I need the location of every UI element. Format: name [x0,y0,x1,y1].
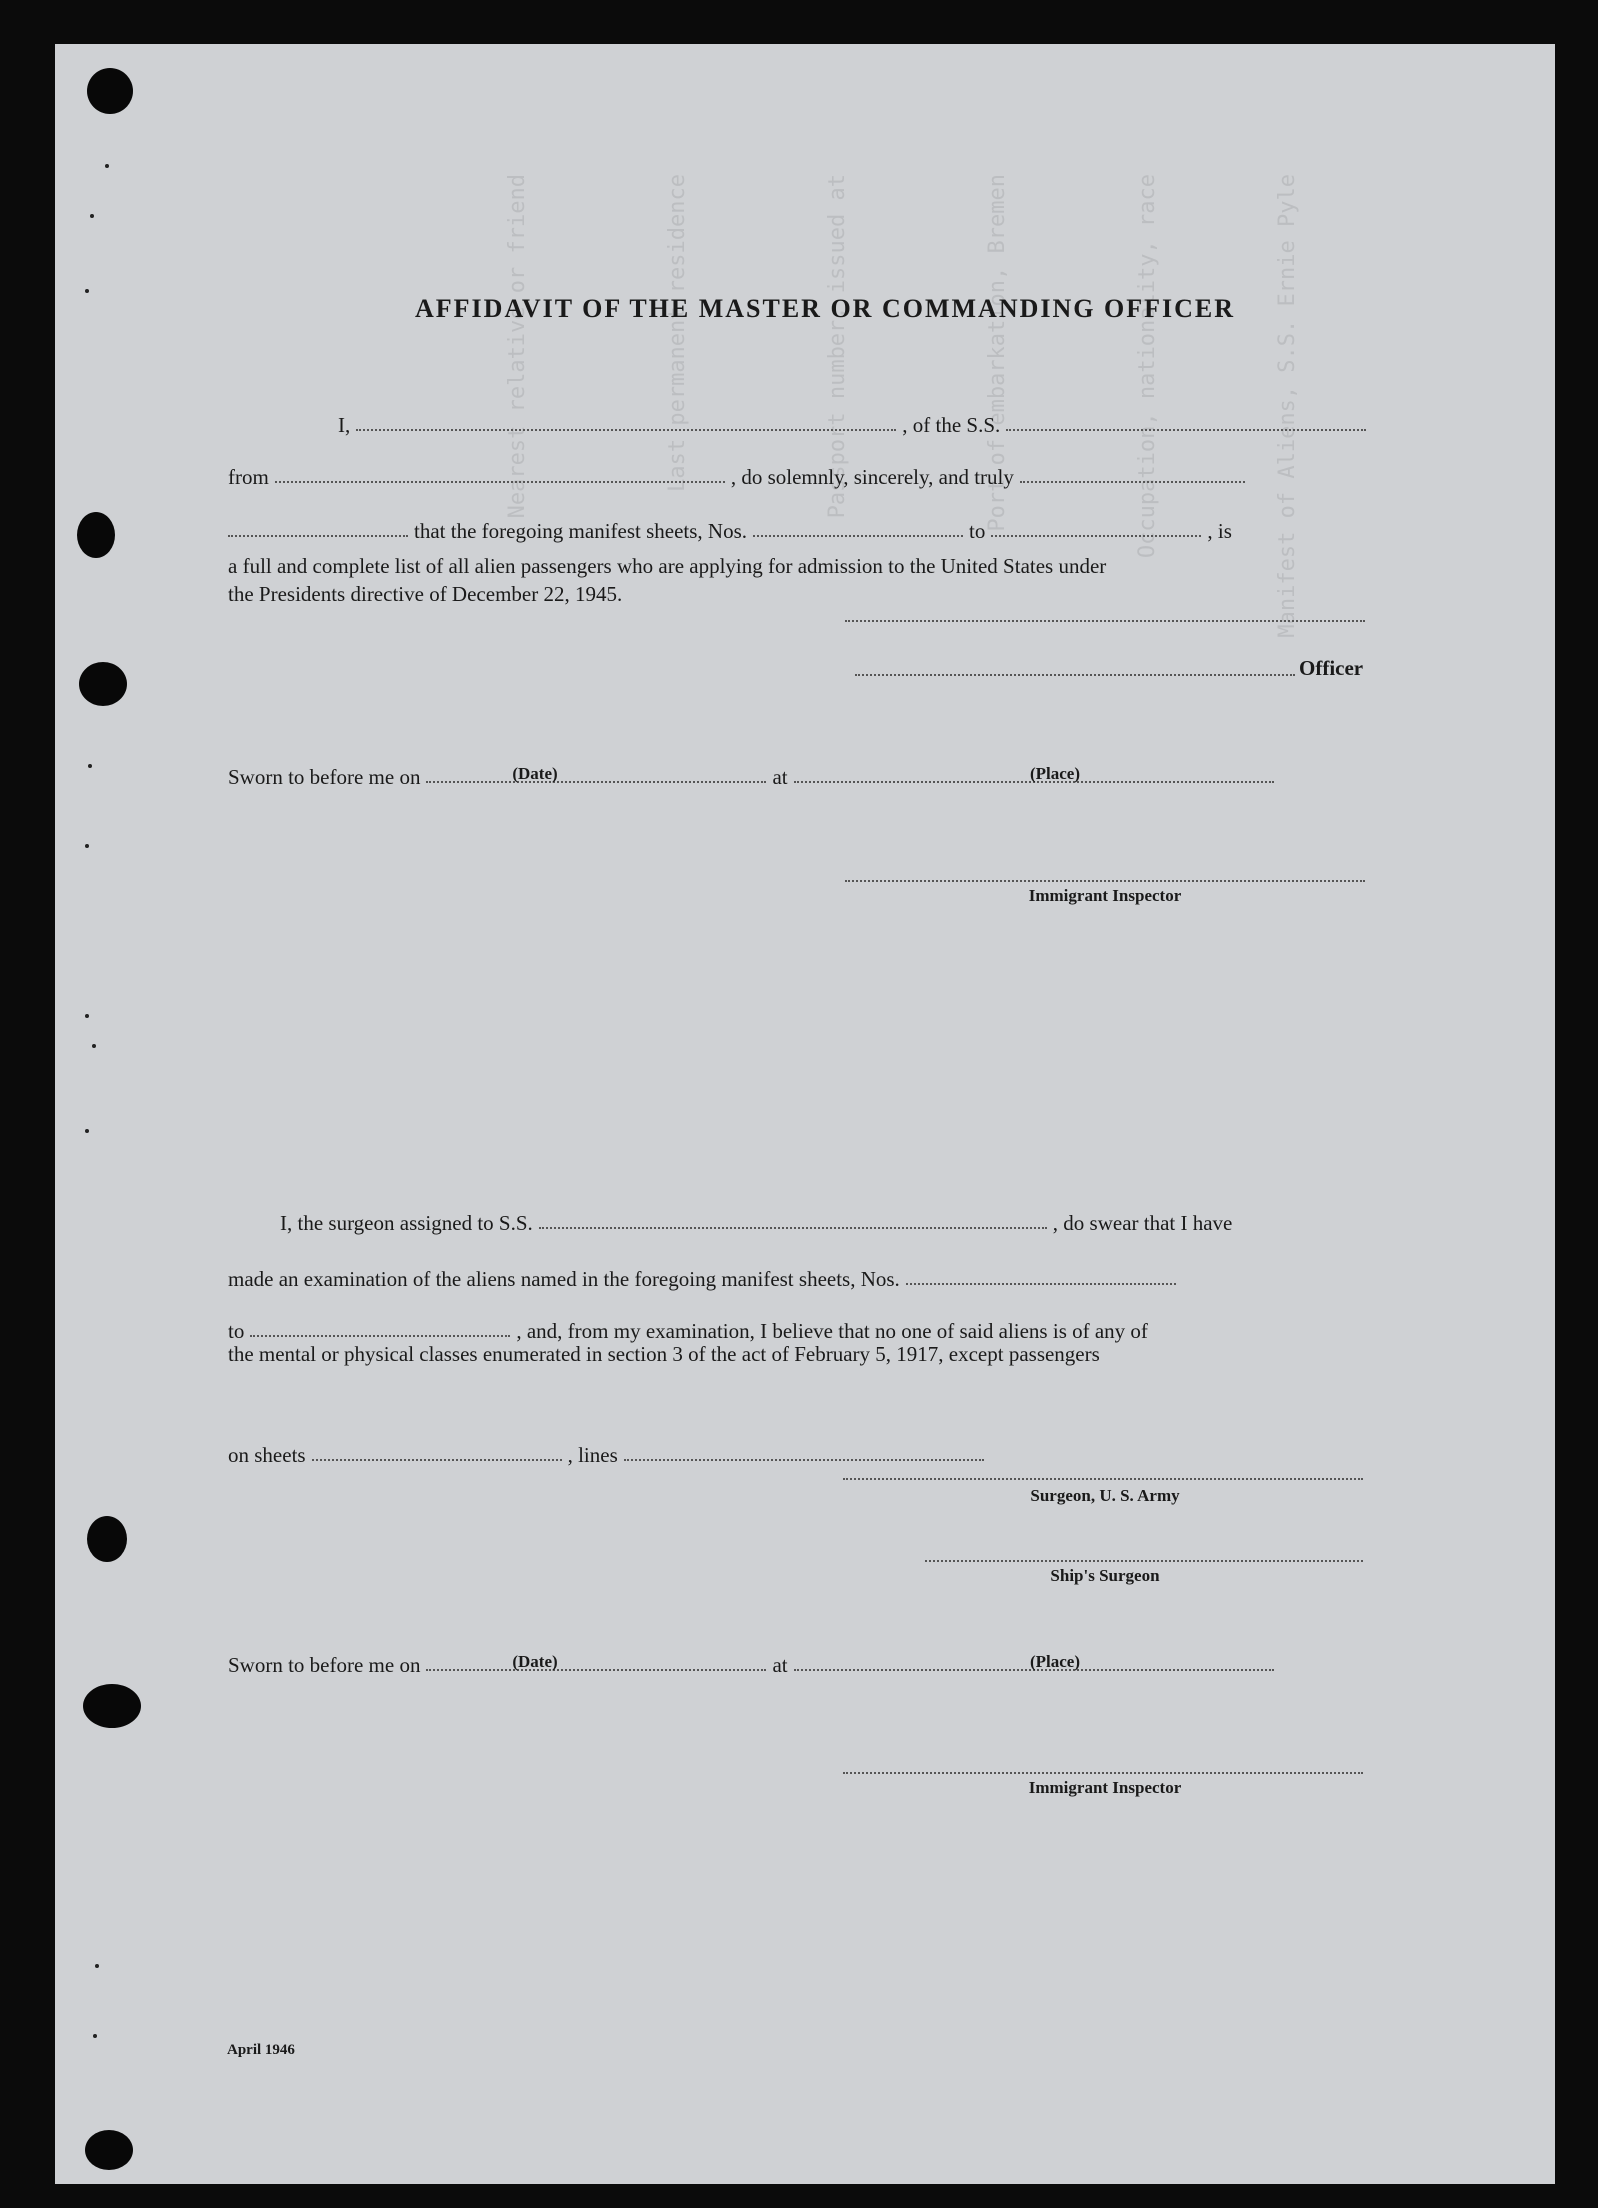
manifest-nos-label: that the foregoing manifest sheets, Nos. [414,519,748,543]
lines-label: , lines [567,1443,618,1467]
surgeon-place-caption: (Place) [1029,1652,1081,1671]
from-label: from [228,465,269,489]
directive-text: the Presidents directive of December 22, 1945. [228,582,623,606]
surgeon-line-1 [228,1202,1365,1236]
believe-text: , and, from my examination, I believe that no one of said aliens is of any of [516,1319,1148,1343]
inspector-signature-line[interactable] [845,880,1365,882]
to-label: to [969,519,986,543]
surgeon-sworn-line [228,1644,1365,1678]
army-surgeon-caption: Surgeon, U. S. Army [1030,1486,1180,1505]
ship-surgeon-caption: Ship's Surgeon [1050,1566,1160,1585]
surgeon-inspector-signature-line[interactable] [843,1772,1363,1774]
classes-text: the mental or physical classes enumerated in section 3 of the act of February 5, 1917, except passengers [228,1342,1100,1366]
date-caption: (Date) [512,764,558,783]
punch-hole [87,68,133,114]
surgeon-sworn-label: Sworn to before me on [228,1653,421,1677]
surgeon-line-2 [228,1258,1365,1292]
surgeon-intro: I, the surgeon assigned to S.S. [280,1211,533,1235]
master-line-1 [228,404,1365,438]
sworn-label: Sworn to before me on [228,765,421,789]
master-paragraph [228,552,1365,608]
i-label: I, [338,413,351,437]
ship-name-field[interactable] [1006,429,1366,431]
from-port-field[interactable] [275,481,725,483]
swear-affirm-field[interactable] [228,535,408,537]
officer-signature-line[interactable] [855,674,1295,676]
master-sworn-line [228,756,1365,790]
ship-surgeon-signature-line[interactable] [925,1560,1363,1562]
sheets-field[interactable] [312,1459,562,1461]
is-label: , is [1207,519,1232,543]
surgeon-line-5 [228,1434,1365,1468]
of-ss-label: , of the S.S. [902,413,1001,437]
punch-hole [83,1684,141,1728]
solemnly-label: , do solemnly, sincerely, and truly [730,465,1014,489]
master-name-field[interactable] [356,429,896,431]
form-title: AFFIDAVIT OF THE MASTER OR COMMANDING OFFICER [415,294,1235,323]
manifest-to-field[interactable] [991,535,1201,537]
surgeon-ship-field[interactable] [539,1227,1047,1229]
at-label: at [772,765,788,789]
surgeon-date-caption: (Date) [512,1652,558,1671]
surgeon-line-3 [228,1310,1365,1344]
inspector-caption: Immigrant Inspector [1028,886,1182,905]
lines-field[interactable] [624,1459,984,1461]
punch-hole [87,1516,127,1562]
manifest-from-field[interactable] [753,535,963,537]
master-line-3 [228,510,1365,544]
form-date-footer: April 1946 [227,2042,295,2058]
document-page: Manifest of Aliens, S.S. Ernie Pyle Occupation, nationality, race Port of embarkation, Bremen Passport number, issued at Last permanent residence Nearest relative or friend AFFIDAVIT OF THE MASTER OR COMMANDING OFFICER I, , of the S.S. from , do solemnly, sincerely, and truly that the foregoing manifest sheets, Nos. to , is a full and complete list of all alien passengers who are applying for admission to the United States under the Presidents directive of December 22, 1945. Officer Sworn to before me on at (Date) (Place) Immigrant Inspector I, the surgeon assigned to S.S. , do swear that I have made an examination of the aliens named in the foregoing manifest sheets, Nos. to , and, from my examination, I believe that no one of said aliens is of any of the mental or physical classes enumerated in section 3 of the act of February 5, 1917, except passengers on sheets , lines Surgeon, U. S. Army Ship's Surgeon Sworn to before me on at (Date) (Place) Immigrant Inspector April 1946 [55,44,1555,2184]
surgeon-manifest-to-field[interactable] [250,1335,510,1337]
master-line-2 [228,456,1365,490]
army-surgeon-signature-line[interactable] [843,1478,1363,1480]
surgeon-manifest-from-field[interactable] [906,1283,1176,1285]
master-signature-line[interactable] [845,620,1365,622]
full-list-text: a full and complete list of all alien passengers who are applying for admission to the United States under [228,554,1107,578]
punch-hole [85,2130,133,2170]
oath-type-field[interactable] [1020,481,1245,483]
swear-label: , do swear that I have [1052,1211,1233,1235]
place-caption: (Place) [1029,764,1081,783]
surgeon-inspector-caption: Immigrant Inspector [1028,1778,1182,1797]
surgeon-at-label: at [772,1653,788,1677]
surgeon-paragraph [228,1340,1365,1368]
on-sheets-label: on sheets [228,1443,306,1467]
officer-label: Officer [1299,656,1364,680]
surgeon-to-label: to [228,1319,245,1343]
made-exam-label: made an examination of the aliens named in the foregoing manifest sheets, Nos. [228,1267,900,1291]
punch-hole [77,512,115,558]
punch-hole [79,662,127,706]
